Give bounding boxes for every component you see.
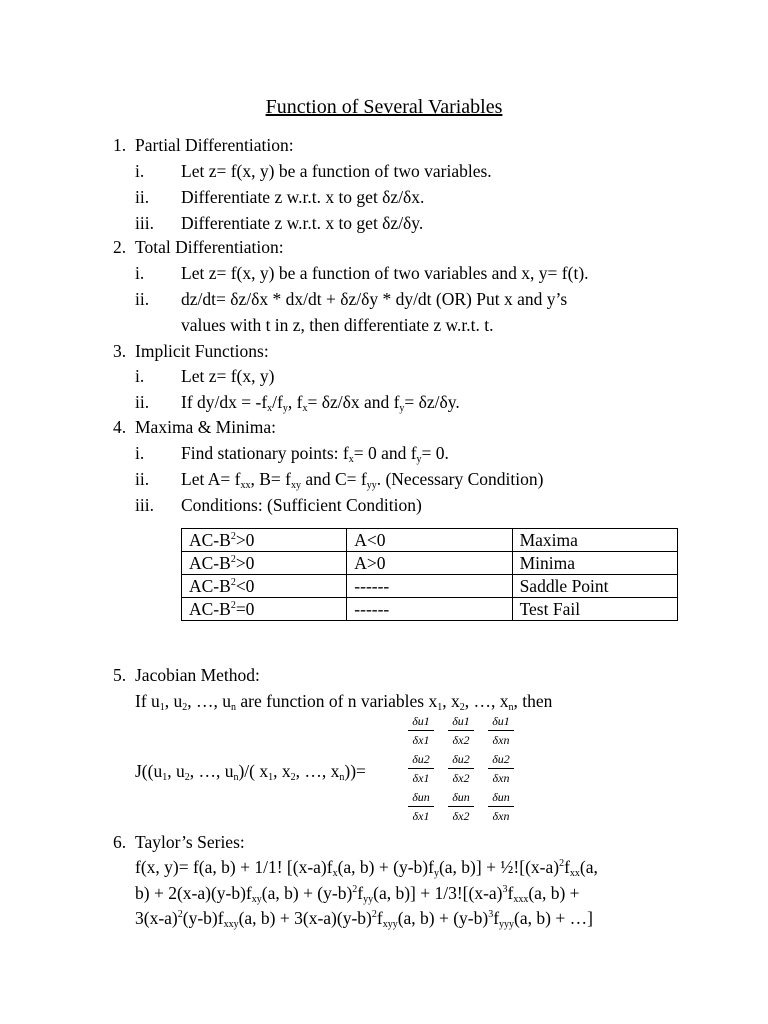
section-number: 4.	[113, 417, 127, 437]
table-cell: Test Fail	[512, 598, 677, 621]
item-label: ii.	[135, 187, 150, 207]
partial-fraction: δun δx1	[405, 790, 437, 823]
partial-fraction: δu1 δx1	[405, 714, 437, 747]
item-label: ii.	[135, 289, 150, 309]
partial-fraction: δu1 δx2	[445, 714, 477, 747]
section-number: 3.	[113, 341, 127, 361]
table-cell: $AC-B^2>0$	[182, 552, 347, 575]
table-row	[182, 552, 678, 575]
jacobian-expression: $J((u_1$, $u_2$, …, $u_n)/$( $x_1$, $x_2$, …, $x_n))=$	[135, 761, 366, 783]
item-text: Conditions: (Sufficient Condition)	[181, 495, 422, 515]
section-heading: Partial Differentiation:	[135, 135, 294, 155]
partial-fraction: δu2 δxn	[485, 752, 517, 785]
item-text: Find stationary points: $f_x= 0$ and $f_y= 0$.	[181, 443, 449, 465]
item-label: i.	[135, 161, 145, 181]
taylor-line: f(x, y)= f(a, b) + 1/1! [$(x-a)f_x(a$, $b) + (y-b)f_y(a$, $b)] + \frac{1}{2}![(x-a)^2f_{xx}(a$,	[135, 857, 598, 879]
item-label: i.	[135, 366, 145, 386]
item-text: dz/dt= δz/δx * dx/dt + δz/δy * dy/dt (OR) Put x and y’s	[181, 289, 568, 309]
partial-fraction: δu2 δx1	[405, 752, 437, 785]
section-number: 1.	[113, 135, 127, 155]
item-text: Let $A= f_{xx}$, $B= f_{xy}$ and $C= f_{yy}$. (Necessary Condition)	[181, 469, 544, 491]
table-cell: A<0	[347, 529, 512, 552]
table-cell: Minima	[512, 552, 677, 575]
section-heading: Jacobian Method:	[135, 665, 260, 685]
item-label: i.	[135, 263, 145, 283]
page-title: Function of Several Variables	[265, 96, 503, 118]
item-text: Let z= f(x, y) be a function of two variables and x, y= f(t).	[181, 263, 589, 283]
conditions-table	[181, 528, 678, 621]
partial-fraction: δun δxn	[485, 790, 517, 823]
table-cell: A>0	[347, 552, 512, 575]
partial-fraction: δu1 δxn	[485, 714, 517, 747]
section-heading: Implicit Functions:	[135, 341, 269, 361]
table-cell: $AC-B^2<0$	[182, 575, 347, 598]
item-text: Differentiate z w.r.t. x to get δz/δy.	[181, 213, 424, 233]
item-label: iii.	[135, 213, 154, 233]
table-cell: Saddle Point	[512, 575, 677, 598]
item-text: Let z= f(x, y) be a function of two variables.	[181, 161, 492, 181]
table-cell: $AC-B^2>0$	[182, 529, 347, 552]
item-text: If $dy/dx = -f_x/f_y$, $f_x= \delta z/\delta x$ and $f_y= \delta z/\delta y$.	[181, 392, 460, 414]
item-text: Differentiate z w.r.t. x to get δz/δx.	[181, 187, 425, 207]
item-label: ii.	[135, 392, 150, 412]
jacobian-intro: If $u_1$, $u_2$, …, $u_n$ are function of n variables $x_1$, $x_2$, …, $x_n$, then	[135, 691, 553, 713]
section-heading: Total Differentiation:	[135, 237, 284, 257]
table-cell: ------	[347, 575, 512, 598]
item-label: iii.	[135, 495, 154, 515]
taylor-line: $3(x-a)^2(y-b)f_{xxy}(a$, $b) + 3(x-a)(y-b)^2f_{xyy}(a$, $b) + (y-b)^3f_{yyy}(a$, b) + …]	[135, 908, 593, 930]
section-number: 2.	[113, 237, 127, 257]
partial-fraction: δun δx2	[445, 790, 477, 823]
item-label: i.	[135, 443, 145, 463]
table-cell: Maxima	[512, 529, 677, 552]
taylor-line: $b) + 2(x-a)(y-b)f_{xy}(a$, $b) + (y-b)^2f_{yy}(a$, $b)] + 1/3![(x-a)^3f_{xxx}(a$, b) +	[135, 883, 580, 905]
table-cell: $AC-B^2=0$	[182, 598, 347, 621]
section-heading: Maxima & Minima:	[135, 417, 276, 437]
section-number: 5.	[113, 665, 127, 685]
section-number: 6.	[113, 832, 127, 852]
table-cell: ------	[347, 598, 512, 621]
table-row	[182, 529, 678, 552]
partial-fraction: δu2 δx2	[445, 752, 477, 785]
table-row	[182, 598, 678, 621]
item-label: ii.	[135, 469, 150, 489]
item-text: Let z= f(x, y)	[181, 366, 275, 386]
section-heading: Taylor’s Series:	[135, 832, 245, 852]
item-text-continued: values with t in z, then differentiate z w.r.t. t.	[181, 315, 494, 335]
table-row	[182, 575, 678, 598]
